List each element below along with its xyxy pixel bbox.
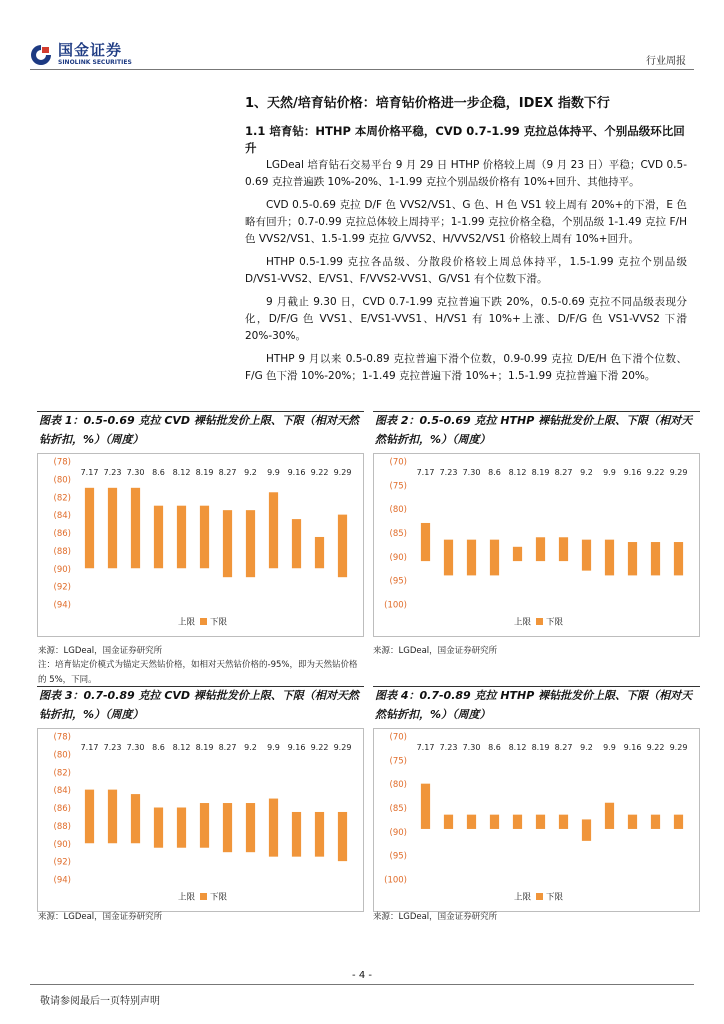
x-tick-label: 9.16 (287, 468, 306, 477)
x-tick-label: 8.12 (172, 743, 191, 752)
y-tick-label: (95) (389, 851, 407, 862)
paragraph: HTHP 9 月以来 0.5-0.89 克拉普遍下滑个位数，0.9-0.99 克拉 D/E/H 色下滑个位数、F/G 色下滑 10%-20%；1-1.49 克拉普遍下滑 10%+；1.5-1.99 克拉普遍下滑 20%。 (245, 353, 687, 382)
x-tick-label: 8.27 (218, 743, 237, 752)
y-tick-label: (75) (389, 481, 407, 492)
x-tick-label: 7.17 (416, 468, 435, 477)
y-tick-label: (78) (53, 732, 71, 743)
y-tick-label: (86) (53, 529, 71, 539)
legend-label: 上限 (178, 892, 196, 903)
range-bar (490, 540, 499, 576)
range-bar (177, 506, 186, 569)
y-tick-label: (80) (53, 475, 71, 486)
range-bar (628, 542, 637, 575)
x-tick-label: 8.19 (531, 743, 550, 752)
range-bar (582, 540, 591, 571)
x-tick-label: 7.23 (439, 743, 458, 752)
section-title: 1、天然/培育钻价格：培育钻价格进一步企稳，IDEX 指数下行 (245, 96, 610, 111)
y-tick-label: (92) (53, 582, 71, 593)
range-bar (467, 540, 476, 576)
x-tick-label: 8.6 (488, 743, 501, 752)
x-tick-label: 7.23 (103, 468, 122, 477)
range-bar (269, 492, 278, 568)
company-logo (30, 42, 132, 67)
x-tick-label: 7.23 (439, 468, 458, 477)
legend-swatch (200, 893, 207, 900)
y-tick-label: (85) (389, 529, 407, 539)
range-bar (292, 812, 301, 857)
legend-label: 下限 (210, 892, 228, 903)
logo-en-text: SINOLINK SECURITIES (58, 59, 132, 66)
footer-disclaimer: 敬请参阅最后一页特别声明 (40, 996, 160, 1007)
y-tick-label: (82) (53, 768, 71, 779)
x-tick-label: 7.23 (103, 743, 122, 752)
x-tick-label: 9.2 (244, 743, 257, 752)
x-tick-label: 8.6 (152, 468, 165, 477)
range-bar (582, 819, 591, 840)
range-bar (154, 808, 163, 848)
legend-label: 下限 (210, 617, 228, 628)
figure-1 (37, 411, 364, 637)
figure-4 (373, 686, 700, 912)
y-tick-label: (100) (384, 600, 407, 611)
x-tick-label: 9.16 (287, 743, 306, 752)
legend-swatch (200, 618, 207, 625)
figure-title: 图表 1：0.5-0.69 克拉 CVD 裸钻批发价上限、下限（相对天然钻折扣，%）（周度） (39, 414, 359, 446)
range-bar (131, 794, 140, 843)
x-tick-label: 9.29 (669, 743, 688, 752)
range-bar (246, 803, 255, 852)
logo-mark-icon (30, 44, 52, 66)
chart-svg (374, 454, 701, 638)
y-tick-label: (90) (53, 839, 71, 850)
range-bar (674, 815, 683, 829)
header-divider (30, 69, 694, 70)
x-tick-label: 7.30 (462, 468, 481, 477)
range-bar (559, 815, 568, 829)
x-tick-label: 8.27 (554, 743, 573, 752)
x-tick-label: 8.19 (195, 468, 214, 477)
y-tick-label: (94) (53, 875, 71, 886)
legend-label: 上限 (514, 617, 532, 628)
y-tick-label: (80) (389, 505, 407, 516)
range-bar (651, 815, 660, 829)
range-bar (338, 515, 347, 578)
range-bar (292, 519, 301, 568)
legend-swatch (536, 618, 543, 625)
y-tick-label: (70) (389, 732, 407, 743)
x-tick-label: 8.19 (531, 468, 550, 477)
x-tick-label: 8.27 (554, 468, 573, 477)
range-bar (536, 815, 545, 829)
range-bar (490, 815, 499, 829)
legend-label: 下限 (546, 892, 564, 903)
figure-source: 来源：LGDeal，国金证券研究所 (373, 912, 498, 922)
x-tick-label: 9.9 (603, 468, 616, 477)
x-tick-label: 7.17 (80, 468, 99, 477)
y-tick-label: (92) (53, 857, 71, 868)
page-number: - 4 - (352, 970, 372, 981)
x-tick-label: 9.22 (310, 468, 329, 477)
legend-label: 上限 (178, 617, 196, 628)
logo-cn-text: 国金证券 (58, 41, 123, 59)
range-bar (444, 815, 453, 829)
range-bar (200, 803, 209, 848)
range-bar (421, 784, 430, 829)
range-bar (85, 488, 94, 568)
figure-title: 图表 2：0.5-0.69 克拉 HTHP 裸钻批发价上限、下限（相对天然钻折扣，%）（周度） (375, 414, 693, 446)
y-tick-label: (82) (53, 493, 71, 504)
range-bar (338, 812, 347, 861)
range-bar (651, 542, 660, 575)
x-tick-label: 9.22 (646, 743, 665, 752)
figure-title: 图表 3：0.7-0.89 克拉 CVD 裸钻批发价上限、下限（相对天然钻折扣，%）（周度） (39, 689, 359, 721)
range-bar (246, 510, 255, 577)
range-bar (467, 815, 476, 829)
x-tick-label: 8.6 (488, 468, 501, 477)
y-tick-label: (90) (53, 564, 71, 575)
x-tick-label: 9.2 (580, 743, 593, 752)
x-tick-label: 7.30 (462, 743, 481, 752)
range-bar (108, 790, 117, 844)
y-tick-label: (85) (389, 804, 407, 814)
y-tick-label: (86) (53, 804, 71, 814)
range-bar (536, 537, 545, 561)
y-tick-label: (100) (384, 875, 407, 886)
range-bar (223, 510, 232, 577)
range-bar (177, 808, 186, 848)
range-bar (559, 537, 568, 561)
figure-source: 来源：LGDeal，国金证券研究所 (373, 646, 498, 656)
range-bar (628, 815, 637, 829)
y-tick-label: (84) (53, 511, 71, 522)
chart-svg (38, 729, 365, 913)
x-tick-label: 7.30 (126, 743, 145, 752)
figure-2 (373, 411, 700, 637)
range-bar (444, 540, 453, 576)
x-tick-label: 9.29 (669, 468, 688, 477)
y-tick-label: (80) (53, 750, 71, 761)
x-tick-label: 9.9 (603, 743, 616, 752)
chart-svg (38, 454, 365, 638)
legend-label: 下限 (546, 617, 564, 628)
range-bar (131, 488, 140, 568)
figure-source: 来源：LGDeal，国金证券研究所 (38, 912, 163, 922)
x-tick-label: 9.16 (623, 743, 642, 752)
y-tick-label: (88) (53, 821, 71, 832)
y-tick-label: (95) (389, 576, 407, 587)
x-tick-label: 9.9 (267, 743, 280, 752)
y-tick-label: (80) (389, 780, 407, 791)
y-tick-label: (90) (389, 827, 407, 838)
x-tick-label: 9.16 (623, 468, 642, 477)
range-bar (513, 547, 522, 561)
x-tick-label: 8.27 (218, 468, 237, 477)
figure-source: 来源：LGDeal，国金证券研究所 (38, 646, 163, 656)
chart-svg (374, 729, 701, 913)
x-tick-label: 9.2 (580, 468, 593, 477)
y-tick-label: (84) (53, 786, 71, 797)
x-tick-label: 7.17 (80, 743, 99, 752)
y-tick-label: (90) (389, 552, 407, 563)
figure-title: 图表 4：0.7-0.89 克拉 HTHP 裸钻批发价上限、下限（相对天然钻折扣，%）（周度） (375, 689, 693, 721)
paragraph: LGDeal 培育钻石交易平台 9 月 29 日 HTHP 价格较上周（9 月 23 日）平稳；CVD 0.5-0.69 克拉普遍跌 10%-20%、1-1.99 克拉个别品级价格有 10%+回升、其他持平。 (245, 159, 687, 188)
body-text (245, 157, 687, 385)
x-tick-label: 9.9 (267, 468, 280, 477)
paragraph: CVD 0.5-0.69 克拉 D/F 色 VVS2/VS1、G 色、H 色 VS1 较上周有 20%+的下滑，E 色略有回升；0.7-0.99 克拉总体较上周持平；1-1.99 克拉价格全稳，个别品级 1-1.49 克拉 F/H 色 VVS2/VS1、1.5-1.99 克拉 G/VVS2、H/VVS2/VS1 价格较上周有 10%+回升。 (245, 199, 687, 245)
figure-3 (37, 686, 364, 912)
x-tick-label: 7.17 (416, 743, 435, 752)
chart-2 (373, 453, 700, 637)
figure-note: 注：培育钻定价模式为锚定天然钻价格，如相对天然钻价格的-95%，即为天然钻价格的 5%，下同。 (38, 660, 358, 685)
chart-3 (37, 728, 364, 912)
x-tick-label: 9.29 (333, 743, 352, 752)
range-bar (513, 815, 522, 829)
x-tick-label: 8.6 (152, 743, 165, 752)
range-bar (315, 537, 324, 568)
y-tick-label: (78) (53, 457, 71, 468)
range-bar (154, 506, 163, 569)
y-tick-label: (70) (389, 457, 407, 468)
x-tick-label: 9.22 (646, 468, 665, 477)
footer-divider (30, 984, 694, 985)
y-tick-label: (94) (53, 600, 71, 611)
range-bar (223, 803, 232, 852)
legend-label: 上限 (514, 892, 532, 903)
paragraph: HTHP 0.5-1.99 克拉各品级、分散段价格较上周总体持平，1.5-1.99 克拉个别品级 D/VS1-VVS2、E/VS1、F/VVS2-VVS1、G/VS1 有个位数下滑。 (245, 256, 687, 285)
range-bar (315, 812, 324, 857)
range-bar (674, 542, 683, 575)
x-tick-label: 9.29 (333, 468, 352, 477)
x-tick-label: 8.12 (508, 743, 527, 752)
range-bar (421, 523, 430, 561)
x-tick-label: 9.22 (310, 743, 329, 752)
section-subtitle: 1.1 培育钻：HTHP 本周价格平稳，CVD 0.7-1.99 克拉总体持平、个别品级环比回升 (245, 124, 685, 155)
y-tick-label: (88) (53, 546, 71, 557)
x-tick-label: 8.19 (195, 743, 214, 752)
x-tick-label: 8.12 (172, 468, 191, 477)
x-tick-label: 9.2 (244, 468, 257, 477)
range-bar (605, 803, 614, 829)
x-tick-label: 8.12 (508, 468, 527, 477)
range-bar (605, 540, 614, 576)
range-bar (85, 790, 94, 844)
chart-1 (37, 453, 364, 637)
range-bar (200, 506, 209, 569)
range-bar (108, 488, 117, 568)
chart-4 (373, 728, 700, 912)
x-tick-label: 7.30 (126, 468, 145, 477)
legend-swatch (536, 893, 543, 900)
y-tick-label: (75) (389, 756, 407, 767)
document-type: 行业周报 (646, 56, 686, 67)
range-bar (269, 799, 278, 857)
paragraph: 9 月截止 9.30 日，CVD 0.7-1.99 克拉普遍下跌 20%，0.5-0.69 克拉不同品级表现分化，D/F/G 色 VVS1、E/VS1-VVS1、H/VS1 有 10%+上涨、D/F/G 色 VS1-VVS2 下滑 20%-30%。 (245, 296, 687, 342)
